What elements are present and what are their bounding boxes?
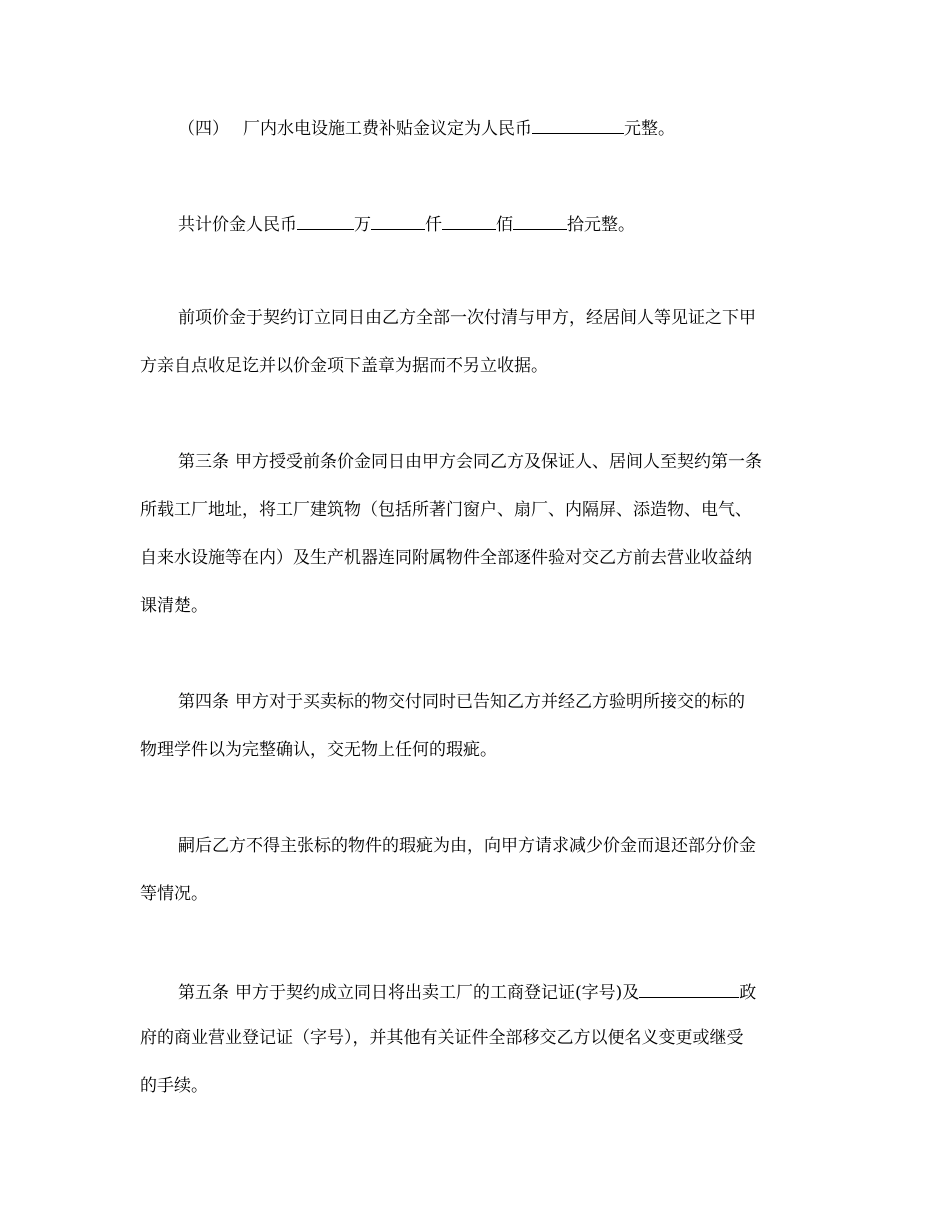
- thereafter-line-2: 等情况。: [140, 884, 208, 904]
- article-3-label: 第三条: [178, 452, 229, 472]
- article-3-line-1: [178, 451, 762, 473]
- article-3-line-4: 课清楚。: [140, 596, 208, 616]
- article-4-text-1: 甲方对于买卖标的物交付同时已告知乙方并经乙方验明所接交的标的: [235, 692, 745, 712]
- article-5-government-blank: [639, 979, 739, 998]
- thereafter-line-1: 嗣后乙方不得主张标的物件的瑕疵为由，向甲方请求减少价金而退还部分价金: [178, 836, 756, 856]
- article-5-text-1: 甲方于契约成立同日将出卖工厂的工商登记证(字号)及: [235, 983, 640, 1003]
- article-3-line-3: 自来水设施等在内）及生产机器连同附属物件全部逐件验对交乙方前去营业收益纳: [140, 548, 752, 568]
- article-4-line-2: 物理学件以为完整确认，交无物上任何的瑕疵。: [140, 740, 497, 760]
- article-5-line-2: 府的商业营业登记证（字号），并其他有关证件全部移交乙方以便名义变更或继受: [140, 1028, 744, 1048]
- clause-4-line: [178, 115, 675, 137]
- payment-paragraph-line-1: 前项价金于契约订立同日由乙方全部一次付清与甲方，经居间人等见证之下甲: [178, 308, 756, 328]
- clause-4-amount-blank: [532, 115, 624, 134]
- total-prefix: 共计价金人民币: [178, 215, 297, 235]
- article-5-line-3: 的手续。: [140, 1076, 208, 1096]
- article-3-line-2: 所载工厂地址，将工厂建筑物（包括所著门窗户、扇厂、内隔屏、添造物、电气、: [140, 500, 752, 520]
- total-wan-unit: 万: [354, 215, 371, 235]
- total-qian-unit: 仟: [425, 215, 442, 235]
- article-5-label: 第五条: [178, 983, 229, 1003]
- total-wan-blank: [297, 211, 354, 230]
- total-bai-unit: 佰: [496, 215, 513, 235]
- article-5-line-1: [178, 979, 756, 1001]
- article-4-label: 第四条: [178, 692, 229, 712]
- total-qian-blank: [371, 211, 425, 230]
- total-suffix: 拾元整。: [567, 215, 635, 235]
- article-3-text-1: 甲方授受前条价金同日由甲方会同乙方及保证人、居间人至契约第一条: [235, 452, 762, 472]
- total-shi-blank: [513, 211, 567, 230]
- clause-4-number: （四）: [178, 119, 229, 139]
- article-5-text-1-end: 政: [739, 983, 757, 1003]
- clause-4-text: 厂内水电设施工费补贴金议定为人民币: [243, 119, 532, 139]
- payment-paragraph-line-2: 方亲自点收足讫并以价金项下盖章为据而不另立收据。: [140, 356, 548, 376]
- clause-4-suffix: 元整。: [624, 119, 675, 139]
- total-bai-blank: [442, 211, 496, 230]
- total-price-line: [178, 211, 635, 233]
- article-4-line-1: [178, 691, 745, 713]
